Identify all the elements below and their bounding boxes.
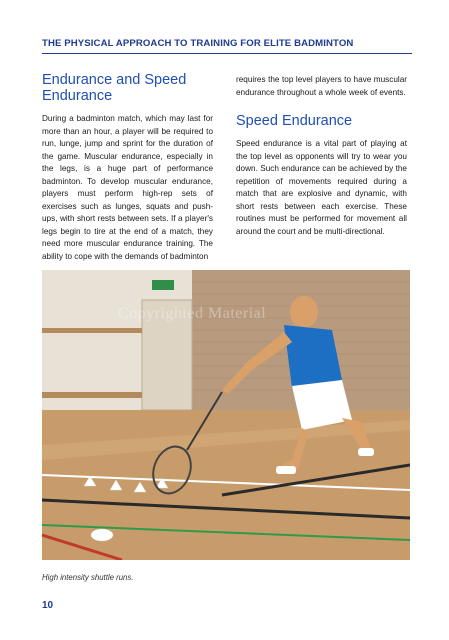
section-heading-endurance: Endurance and Speed Endurance xyxy=(42,72,187,104)
left-column xyxy=(42,72,213,263)
endurance-continuation-paragraph: requires the top level players to have muscular endurance throughout a whole week of events. xyxy=(236,75,407,97)
endurance-paragraph: During a badminton match, which may last for more than an hour, a player will be required to run, lunge, jump and sprint for the duration of the game. Muscular endurance, especially in the legs, is a huge part of performance badminton. To develop muscular endurance, players must perform high-rep sets of exercises such as lunges, squats and push-ups, with short rests between sets. If a player's legs begin to tire at the end of a match, they need more muscular endurance training. The ability to cope with the demands of badminton xyxy=(42,114,213,261)
section-heading-speed-endurance: Speed Endurance xyxy=(236,113,353,129)
speed-endurance-paragraph: Speed endurance is a vital part of playing at the top level as opponents will try to wear you down. Such endurance can be achieved by the repetition of movements required during a match that are explosive and dynamic, with short rests between each exercise. These routines must be performed for movement all around the court and be multi-directional. xyxy=(236,139,407,236)
page-number: 10 xyxy=(42,600,54,611)
photo-watermark: Copyrighted Material xyxy=(118,305,267,322)
right-column xyxy=(236,74,407,238)
running-head: THE PHYSICAL APPROACH TO TRAINING FOR ELITE BADMINTON xyxy=(42,38,412,54)
photo-caption: High intensity shuttle runs. xyxy=(42,573,134,582)
